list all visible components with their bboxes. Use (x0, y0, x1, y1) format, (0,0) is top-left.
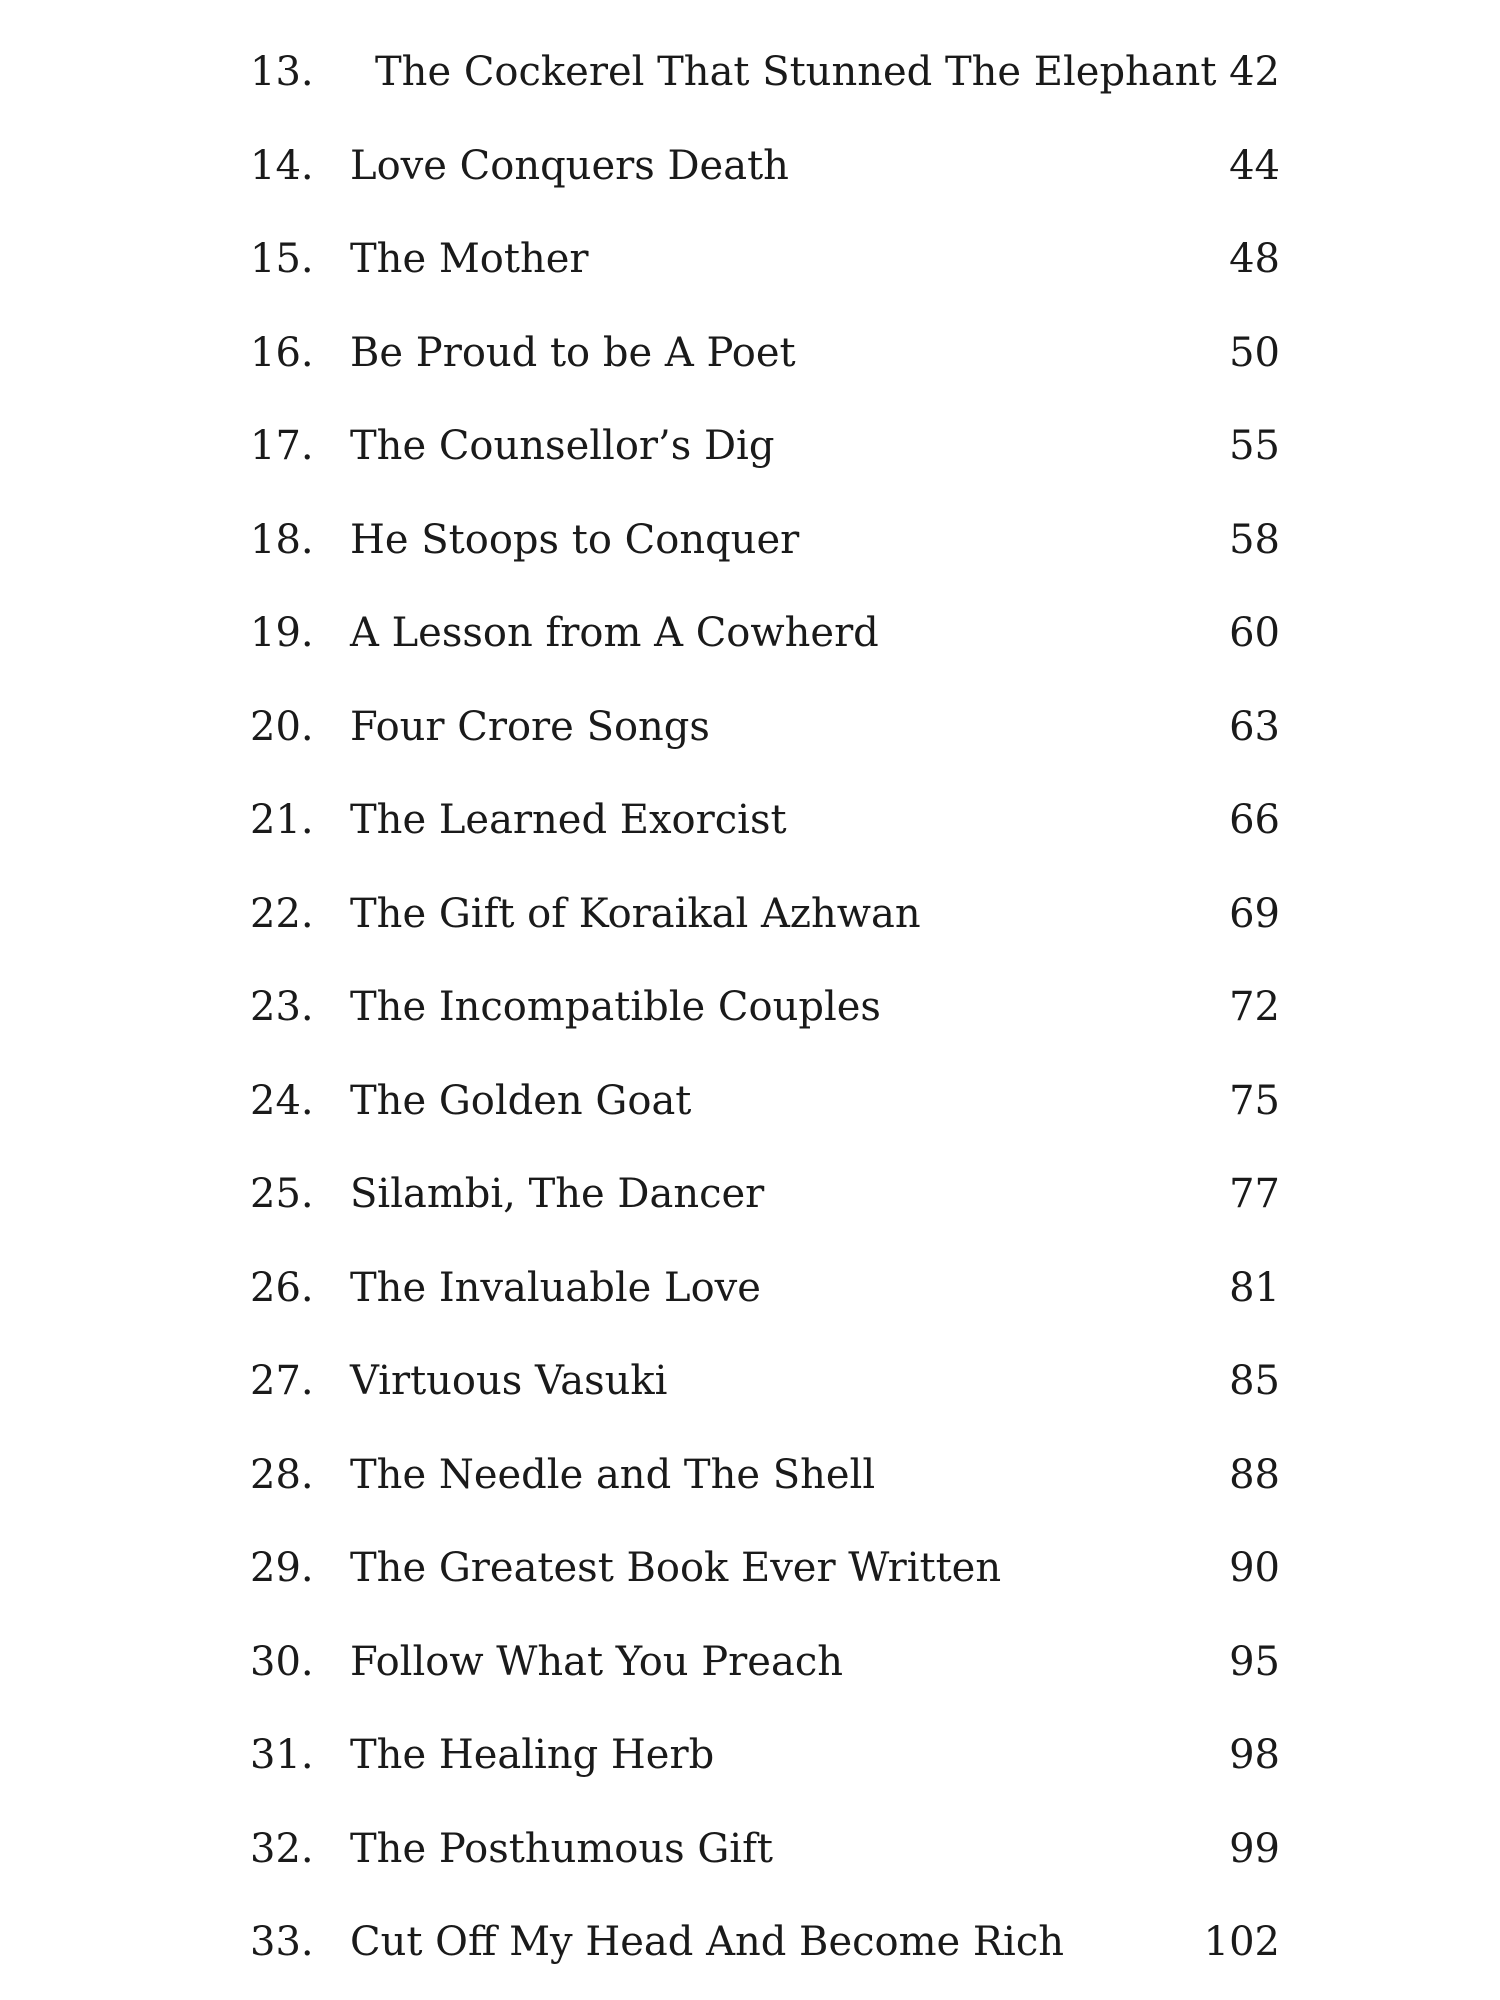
toc-entry (0, 1538, 1500, 1598)
toc-entry (0, 1445, 1500, 1505)
page-number: 60 (1229, 610, 1280, 656)
toc-entry (0, 229, 1500, 289)
chapter-number: 27. (250, 1358, 314, 1404)
page-number: 69 (1229, 891, 1280, 937)
chapter-title: The Invaluable Love (350, 1265, 761, 1311)
chapter-number: 16. (250, 330, 314, 376)
chapter-number: 25. (250, 1171, 314, 1217)
chapter-number: 17. (250, 423, 314, 469)
page-number: 63 (1229, 704, 1280, 750)
page-number: 55 (1229, 423, 1280, 469)
page-number: 99 (1229, 1826, 1280, 1872)
chapter-title: Silambi, The Dancer (350, 1171, 765, 1217)
toc-entry (0, 1632, 1500, 1692)
chapter-number: 28. (250, 1452, 314, 1498)
chapter-title: He Stoops to Conquer (350, 517, 800, 563)
page-number: 81 (1229, 1265, 1280, 1311)
chapter-number: 22. (250, 891, 314, 937)
page-number: 72 (1229, 984, 1280, 1030)
page-number: 66 (1229, 797, 1280, 843)
chapter-number: 21. (250, 797, 314, 843)
chapter-number: 33. (250, 1919, 314, 1965)
toc-entry (0, 697, 1500, 757)
chapter-number: 20. (250, 704, 314, 750)
chapter-title: The Incompatible Couples (350, 984, 881, 1030)
toc-entry (0, 1164, 1500, 1224)
chapter-title: Be Proud to be A Poet (350, 330, 796, 376)
chapter-title: The Posthumous Gift (350, 1826, 773, 1872)
page-number: 95 (1229, 1639, 1280, 1685)
chapter-title: Four Crore Songs (350, 704, 710, 750)
chapter-number: 30. (250, 1639, 314, 1685)
toc-entry (0, 603, 1500, 663)
page-number: 88 (1229, 1452, 1280, 1498)
chapter-number: 13. (250, 49, 314, 95)
chapter-title: The Gift of Koraikal Azhwan (350, 891, 921, 937)
toc-entry (0, 1912, 1500, 1972)
chapter-title: The Needle and The Shell (350, 1452, 876, 1498)
page-number: 58 (1229, 517, 1280, 563)
chapter-number: 19. (250, 610, 314, 656)
chapter-number: 14. (250, 143, 314, 189)
chapter-number: 31. (250, 1732, 314, 1778)
page-number: 75 (1229, 1078, 1280, 1124)
chapter-number: 23. (250, 984, 314, 1030)
toc-entry (0, 884, 1500, 944)
page-number: 85 (1229, 1358, 1280, 1404)
page-number: 48 (1229, 236, 1280, 282)
page-number: 102 (1203, 1919, 1280, 1965)
chapter-title: Follow What You Preach (350, 1639, 843, 1685)
page-number: 98 (1229, 1732, 1280, 1778)
chapter-number: 32. (250, 1826, 314, 1872)
toc-entry (0, 42, 1500, 102)
toc-entry (0, 1258, 1500, 1318)
page-number: 90 (1229, 1545, 1280, 1591)
chapter-title: The Learned Exorcist (350, 797, 787, 843)
chapter-title: The Counsellor’s Dig (350, 423, 775, 469)
chapter-number: 29. (250, 1545, 314, 1591)
chapter-title: The Mother (350, 236, 589, 282)
toc-entry (0, 977, 1500, 1037)
chapter-title: The Golden Goat (350, 1078, 692, 1124)
page-number: 77 (1229, 1171, 1280, 1217)
chapter-number: 26. (250, 1265, 314, 1311)
chapter-number: 24. (250, 1078, 314, 1124)
toc-entry (0, 1819, 1500, 1879)
toc-entry (0, 1071, 1500, 1131)
toc-entry (0, 790, 1500, 850)
toc-entry (0, 136, 1500, 196)
toc-entry (0, 510, 1500, 570)
chapter-number: 18. (250, 517, 314, 563)
page-number: 50 (1229, 330, 1280, 376)
chapter-title: The Healing Herb (350, 1732, 715, 1778)
chapter-title: Virtuous Vasuki (350, 1358, 668, 1404)
chapter-title: The Greatest Book Ever Written (350, 1545, 1002, 1591)
toc-entry (0, 1351, 1500, 1411)
chapter-title: Cut Off My Head And Become Rich (350, 1919, 1064, 1965)
chapter-title: A Lesson from A Cowherd (350, 610, 879, 656)
toc-entry (0, 1725, 1500, 1785)
chapter-title: Love Conquers Death (350, 143, 789, 189)
chapter-title: The Cockerel That Stunned The Elephant (375, 49, 1217, 95)
page-number: 44 (1229, 143, 1280, 189)
page-number: 42 (1229, 49, 1280, 95)
chapter-number: 15. (250, 236, 314, 282)
toc-entry (0, 323, 1500, 383)
toc-entry (0, 416, 1500, 476)
